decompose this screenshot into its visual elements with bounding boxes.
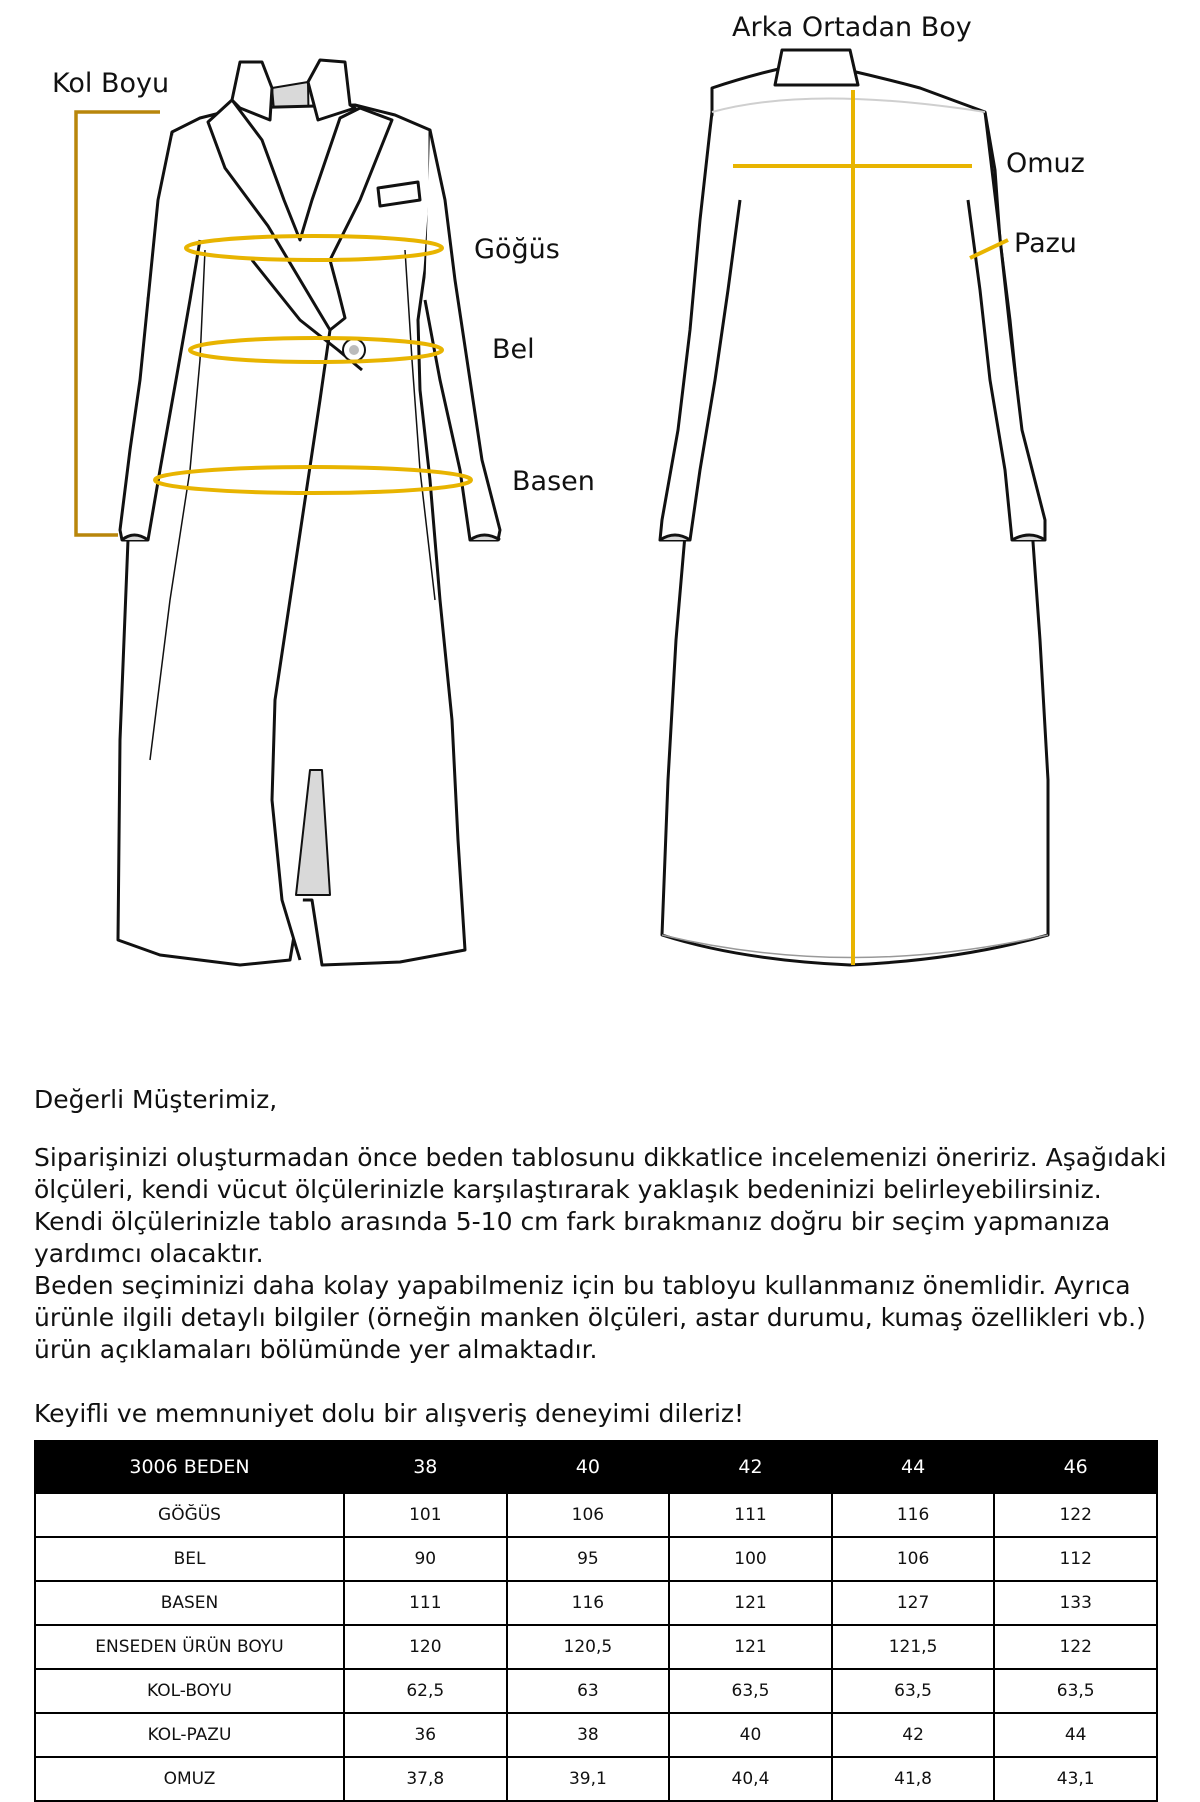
label-basen: Basen (512, 466, 595, 497)
label-bel: Bel (492, 334, 535, 365)
paragraph-1: Siparişinizi oluşturmadan önce beden tablosunu dikkatlice incelemenizi öneririz. Aşağıdaki ölçüleri, kendi vücut ölçülerinizle karşılaştırarak yaklaşık bedeninizi belirleyebilirsiniz. Kendi ölçülerinizle tablo arasında 5-10 cm fark bırakmanız doğru bir seçim yapmanıza yardımcı olacaktır. (34, 1143, 1167, 1268)
value-cell: 90 (344, 1537, 507, 1581)
value-cell: 62,5 (344, 1669, 507, 1713)
value-cell: 36 (344, 1713, 507, 1757)
table-row (35, 1537, 1157, 1581)
label-pazu: Pazu (1014, 228, 1077, 259)
value-cell: 112 (994, 1537, 1157, 1581)
value-cell: 122 (994, 1625, 1157, 1669)
value-cell: 43,1 (994, 1757, 1157, 1801)
value-cell: 37,8 (344, 1757, 507, 1801)
value-cell: 101 (344, 1493, 507, 1537)
label-omuz: Omuz (1006, 148, 1085, 179)
value-cell: 122 (994, 1493, 1157, 1537)
value-cell: 133 (994, 1581, 1157, 1625)
value-cell: 42 (832, 1713, 995, 1757)
value-cell: 120 (344, 1625, 507, 1669)
header-cell: 44 (832, 1441, 995, 1493)
value-cell: 40,4 (669, 1757, 832, 1801)
value-cell: 120,5 (507, 1625, 670, 1669)
table-row (35, 1757, 1157, 1801)
value-cell: 44 (994, 1713, 1157, 1757)
label-arka-ortadan-boy: Arka Ortadan Boy (732, 12, 972, 43)
front-coat-drawing (118, 60, 500, 965)
value-cell: 40 (669, 1713, 832, 1757)
header-cell: 3006 BEDEN (35, 1441, 344, 1493)
value-cell: 127 (832, 1581, 995, 1625)
value-cell: 95 (507, 1537, 670, 1581)
row-label-cell: ENSEDEN ÜRÜN BOYU (35, 1625, 344, 1669)
paragraph-2: Beden seçiminizi daha kolay yapabilmeniz için bu tabloyu kullanmanız önemlidir. Ayrıca ürünle ilgili detaylı bilgiler (örneğin manken ölçüleri, astar durumu, kumaş özellikleri vb.) ürün açıklamaları bölümünde yer almaktadır. (34, 1271, 1146, 1364)
greeting-text: Değerli Müşterimiz, (34, 1085, 278, 1114)
header-cell: 40 (507, 1441, 670, 1493)
row-label-cell: GÖĞÜS (35, 1493, 344, 1537)
size-table (34, 1440, 1158, 1802)
value-cell: 111 (344, 1581, 507, 1625)
table-row (35, 1625, 1157, 1669)
table-header-row (35, 1441, 1157, 1493)
table-row (35, 1493, 1157, 1537)
value-cell: 121 (669, 1625, 832, 1669)
row-label-cell: BEL (35, 1537, 344, 1581)
row-label-cell: BASEN (35, 1581, 344, 1625)
header-cell: 46 (994, 1441, 1157, 1493)
value-cell: 63 (507, 1669, 670, 1713)
label-gogus: Göğüs (474, 234, 560, 265)
row-label-cell: KOL-BOYU (35, 1669, 344, 1713)
row-label-cell: KOL-PAZU (35, 1713, 344, 1757)
label-kol-boyu: Kol Boyu (52, 68, 170, 99)
value-cell: 39,1 (507, 1757, 670, 1801)
closing-text: Keyifli ve memnuniyet dolu bir alışveriş deneyimi dileriz! (34, 1399, 745, 1428)
value-cell: 100 (669, 1537, 832, 1581)
header-cell: 38 (344, 1441, 507, 1493)
table-row (35, 1713, 1157, 1757)
value-cell: 63,5 (994, 1669, 1157, 1713)
value-cell: 63,5 (669, 1669, 832, 1713)
info-text (34, 1084, 1174, 1430)
row-label-cell: OMUZ (35, 1757, 344, 1801)
value-cell: 41,8 (832, 1757, 995, 1801)
value-cell: 63,5 (832, 1669, 995, 1713)
value-cell: 106 (832, 1537, 995, 1581)
value-cell: 38 (507, 1713, 670, 1757)
header-cell: 42 (669, 1441, 832, 1493)
value-cell: 121 (669, 1581, 832, 1625)
table-row (35, 1669, 1157, 1713)
value-cell: 121,5 (832, 1625, 995, 1669)
value-cell: 116 (507, 1581, 670, 1625)
table-row (35, 1581, 1157, 1625)
value-cell: 111 (669, 1493, 832, 1537)
value-cell: 116 (832, 1493, 995, 1537)
value-cell: 106 (507, 1493, 670, 1537)
